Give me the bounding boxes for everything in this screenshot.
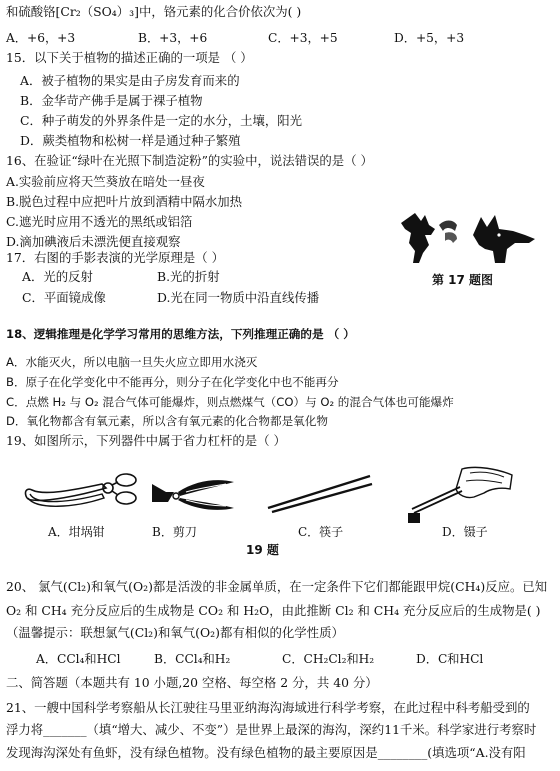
q14-option-b: B．+3，+6 bbox=[138, 31, 208, 45]
q15-option-b: B．金华苛产佛手是属于裸子植物 bbox=[20, 93, 203, 108]
q19-label-c: C．筷子 bbox=[298, 525, 344, 539]
q21-line-2: 浮力将_______（填“增大、减少、不变”）是世界上最深的海沟，深约11千米。科学家进行考察时 bbox=[6, 722, 537, 737]
section-2-heading: 二、简答题（本题共有 10 小题,20 空格、每空格 2 分，共 40 分） bbox=[6, 675, 378, 690]
q14-stem: 和硫酸铬[Cr₂（SO₄）₃]中，铬元素的化合价依次为( ) bbox=[6, 4, 302, 19]
q14-options bbox=[6, 30, 554, 46]
q17-option-d: D.光在同一物质中沿直线传播 bbox=[157, 290, 320, 305]
q15-option-d: D．蕨类植物和松树一样是通过种子繁殖 bbox=[20, 133, 241, 148]
q14-option-a: A．+6，+3 bbox=[6, 31, 76, 45]
crucible-tongs-figure bbox=[22, 470, 140, 512]
q19-label-b: B．剪刀 bbox=[152, 525, 197, 539]
q20-options bbox=[36, 651, 556, 667]
q20-option-a: A．CCl₄和HCl bbox=[36, 652, 121, 666]
q20-line-1: 20、 氯气(Cl₂)和氧气(O₂)都是活泼的非金属单质，在一定条件下它们都能跟甲烷(CH₄)反应。已知 bbox=[6, 579, 548, 594]
q19-stem: 19、如图所示，下列器件中属于省力杠杆的是（ ） bbox=[6, 433, 286, 448]
q17-stem: 17．右图的手影表演的光学原理是（ ） bbox=[6, 250, 224, 265]
q20-hint: （温馨提示：联想氯气(Cl₂)和氧气(O₂)都有相似的化学性质） bbox=[6, 625, 344, 640]
q18-option-b: B．原子在化学变化中不能再分，则分子在化学变化中也不能再分 bbox=[6, 375, 339, 389]
q16-option-d: D.滴加碘液后未漂洗便直接观察 bbox=[6, 234, 181, 249]
q17-option-a: A．光的反射 bbox=[22, 269, 93, 284]
q17-option-b: B.光的折射 bbox=[157, 269, 220, 284]
tweezers-hand-figure bbox=[400, 463, 518, 527]
q16-stem: 16、在验证“绿叶在光照下制造淀粉”的实验中，说法错误的是（ ） bbox=[6, 153, 373, 168]
hand-shadow-figure bbox=[395, 205, 545, 273]
q15-option-c: C．种子萌发的外界条件是一定的水分，土壤，阳光 bbox=[20, 113, 303, 128]
q20-option-c: C．CH₂Cl₂和H₂ bbox=[282, 652, 375, 666]
q17-option-c: C．平面镜成像 bbox=[22, 290, 106, 305]
q16-option-b: B.脱色过程中应把叶片放到酒精中隔水加热 bbox=[6, 194, 243, 209]
q20-line-2: O₂ 和 CH₄ 充分反应后的生成物是 CO₂ 和 H₂O，由此推断 Cl₂ 和 CH₄ 充分反应后的生成物是( ) bbox=[6, 603, 541, 618]
q16-option-c: C.遮光时应用不透光的黑纸或铝箔 bbox=[6, 214, 193, 229]
q15-option-a: A．被子植物的果实是由子房发育而来的 bbox=[20, 73, 240, 88]
q15-stem: 15．以下关于植物的描述正确的一项是 （ ） bbox=[6, 50, 253, 65]
q17-figure-caption: 第 17 题图 bbox=[432, 273, 494, 287]
q19-label-d: D．镊子 bbox=[442, 525, 488, 539]
q20-option-d: D．C和HCl bbox=[416, 652, 484, 666]
q18-option-a: A．水能灭火，所以电脑一旦失火应立即用水浇灭 bbox=[6, 355, 258, 369]
q19-figure-caption: 19 题 bbox=[246, 543, 279, 557]
chopsticks-figure bbox=[262, 468, 374, 514]
q19-label-a: A．坩埚钳 bbox=[48, 525, 105, 539]
q21-line-3: 发现海沟深处有鱼虾，没有绿色植物。没有绿色植物的最主要原因是________(填选项“A.没有阳 bbox=[6, 745, 526, 760]
q18-stem: 18、逻辑推理是化学学习常用的思维方法，下列推理正确的是 （ ） bbox=[6, 327, 355, 341]
q16-option-a: A.实验前应将天竺葵放在暗处一昼夜 bbox=[6, 174, 205, 189]
q21-line-1: 21、一艘中国科学考察船从长江驶往马里亚纳海沟海域进行科学考察，在此过程中科考船受到的 bbox=[6, 700, 530, 715]
q20-option-b: B．CCl₄和H₂ bbox=[154, 652, 231, 666]
q18-option-d: D．氧化物都含有氧元素，所以含有氧元素的化合物都是氧化物 bbox=[6, 414, 328, 428]
scissors-figure bbox=[146, 472, 238, 516]
q14-option-c: C．+3，+5 bbox=[268, 31, 338, 45]
q14-option-d: D．+5，+3 bbox=[394, 31, 465, 45]
q18-option-c: C．点燃 H₂ 与 O₂ 混合气体可能爆炸，则点燃煤气（CO）与 O₂ 的混合气体也可能爆炸 bbox=[6, 395, 454, 409]
